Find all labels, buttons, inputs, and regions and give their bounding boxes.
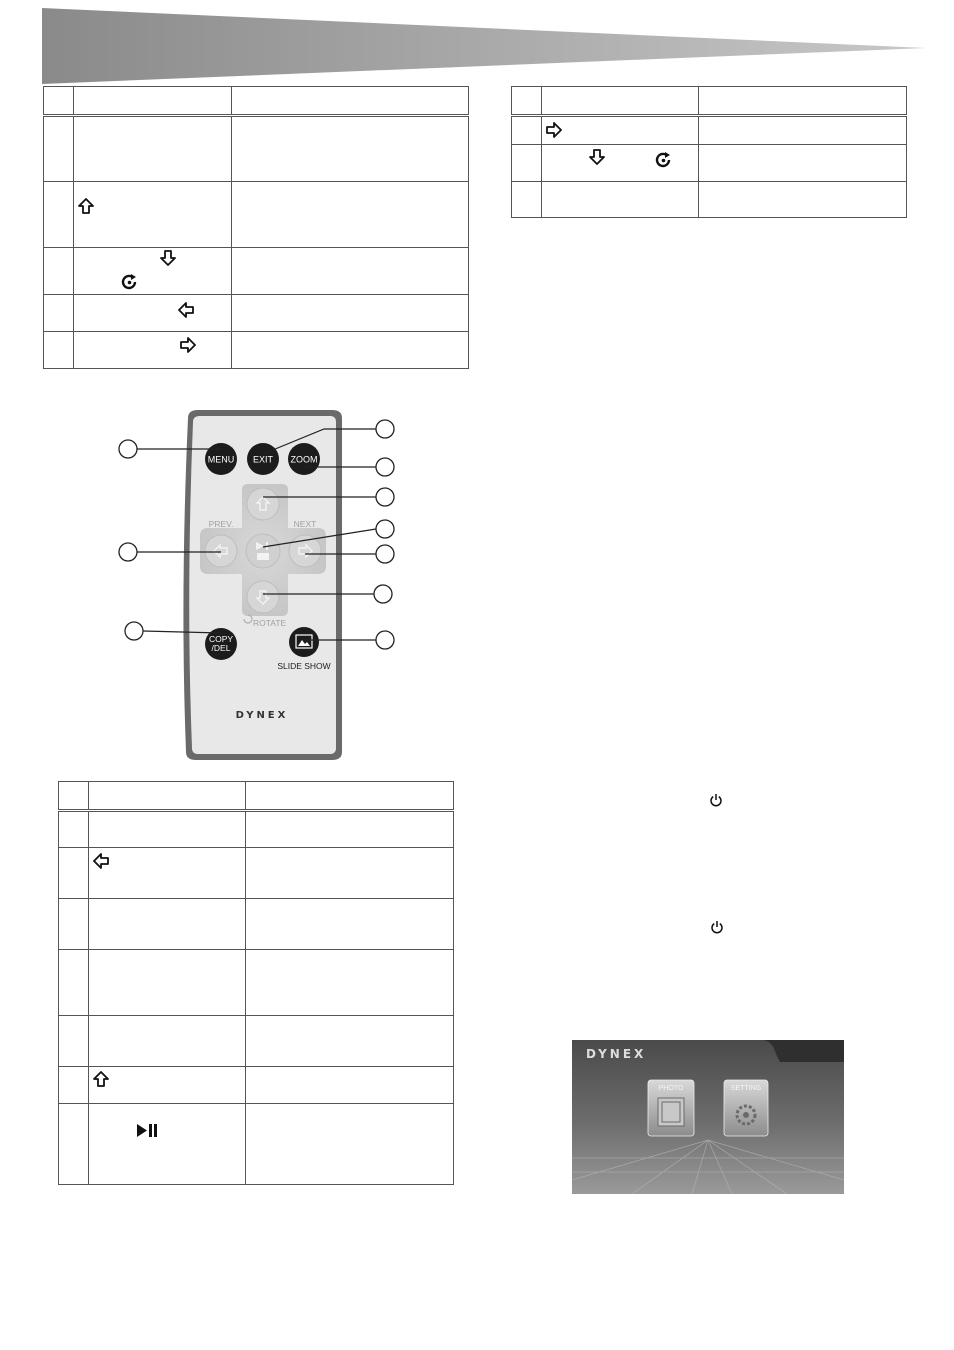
frame-brand: DYNEX — [586, 1047, 647, 1061]
right-arrow-icon — [180, 337, 196, 353]
prev-label: PREV. — [208, 519, 234, 529]
play-pause-button — [246, 534, 280, 568]
table-bottom-left — [58, 781, 454, 1185]
photo-frame-home-screen — [572, 1040, 844, 1194]
up-arrow-icon — [78, 198, 94, 214]
up-arrow-icon — [93, 1071, 109, 1087]
setting-label: SETTING — [730, 1085, 762, 1092]
header-band — [42, 8, 926, 84]
table-top-right — [511, 86, 907, 218]
left-arrow-icon — [93, 853, 109, 869]
left-arrow-icon — [178, 302, 194, 318]
remote-control-illustration — [88, 406, 428, 768]
left-button — [205, 535, 237, 567]
copy-del-label-2: /DEL — [211, 643, 231, 653]
down-button — [247, 581, 279, 613]
power-icon — [710, 920, 724, 934]
power-icon — [709, 793, 723, 807]
rotate-icon — [121, 273, 138, 290]
play-pause-icon — [136, 1123, 158, 1138]
rotate-label: ROTATE — [253, 618, 287, 628]
table-top-left — [43, 86, 469, 369]
exit-button-label: EXIT — [252, 454, 274, 465]
menu-button-label: MENU — [207, 454, 235, 465]
slide-show-button — [289, 627, 319, 657]
down-arrow-icon — [160, 250, 176, 266]
right-arrow-icon — [546, 122, 562, 138]
zoom-button-label: ZOOM — [290, 454, 318, 465]
next-label: NEXT — [293, 519, 317, 529]
slide-show-label: SLIDE SHOW — [277, 661, 331, 671]
down-arrow-icon — [589, 149, 605, 165]
up-button — [247, 488, 279, 520]
remote-brand: DYNEX — [235, 710, 289, 721]
photo-label: PHOTO — [658, 1085, 684, 1092]
rotate-icon — [655, 151, 672, 168]
copy-del-label-1: COPY — [208, 634, 234, 644]
